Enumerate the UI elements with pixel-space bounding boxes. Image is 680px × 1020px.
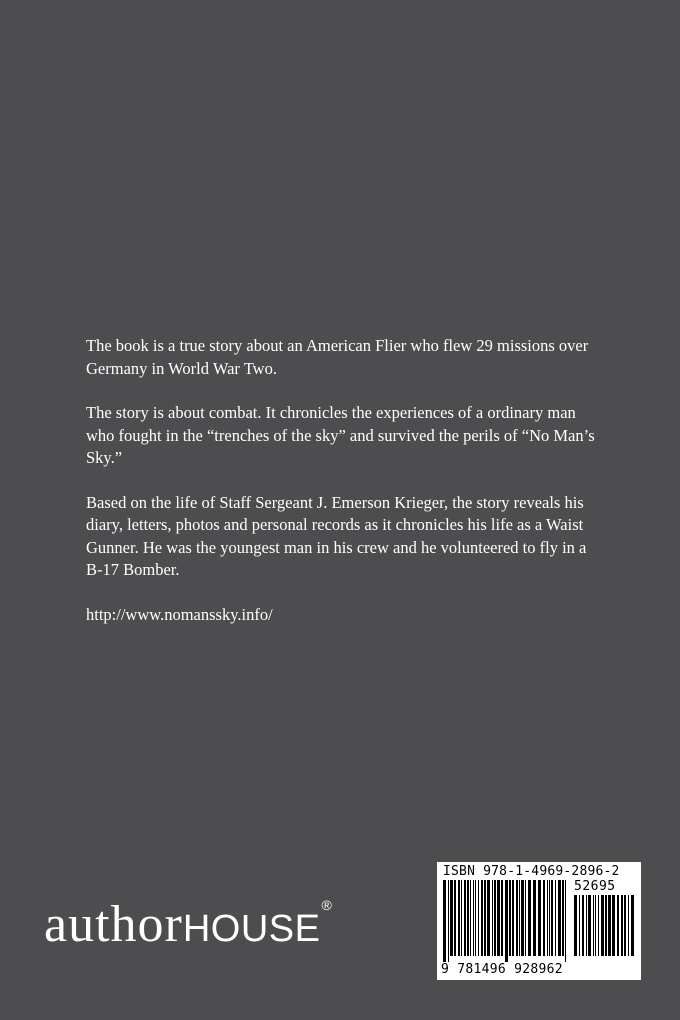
blurb-paragraph-2: The story is about combat. It chronicles the experiences of a ordinary man who fought in the “trenches of the sky” and survived the perils of “No Man’s Sky.” xyxy=(86,403,595,467)
isbn-barcode xyxy=(437,862,641,980)
blurb-paragraph-3: Based on the life of Staff Sergeant J. Emerson Krieger, the story reveals his diary, letters, photos and personal records as it chronicles his life as a Waist Gunner. He was the youngest man in his crew and he volunteered to fly in a B-17 Bomber. xyxy=(86,492,587,579)
price-code: 52695 xyxy=(574,879,616,894)
blurb-paragraph-1: The book is a true story about an American Flier who flew 29 missions over Germany in World War Two. xyxy=(86,336,589,378)
ean-digits: 9 781496 928962 xyxy=(441,962,563,977)
publisher-logo xyxy=(44,895,331,954)
back-cover-blurb xyxy=(86,335,606,648)
logo-house-text: HOUSE xyxy=(182,908,321,950)
price-barcode-bars xyxy=(574,895,638,962)
registered-mark: ® xyxy=(321,897,332,913)
website-url: http://www.nomanssky.info/ xyxy=(86,604,273,624)
logo-author-text: author xyxy=(44,896,183,953)
ean-barcode-bars xyxy=(443,880,571,962)
isbn-label: ISBN 978-1-4969-2896-2 xyxy=(443,864,620,879)
